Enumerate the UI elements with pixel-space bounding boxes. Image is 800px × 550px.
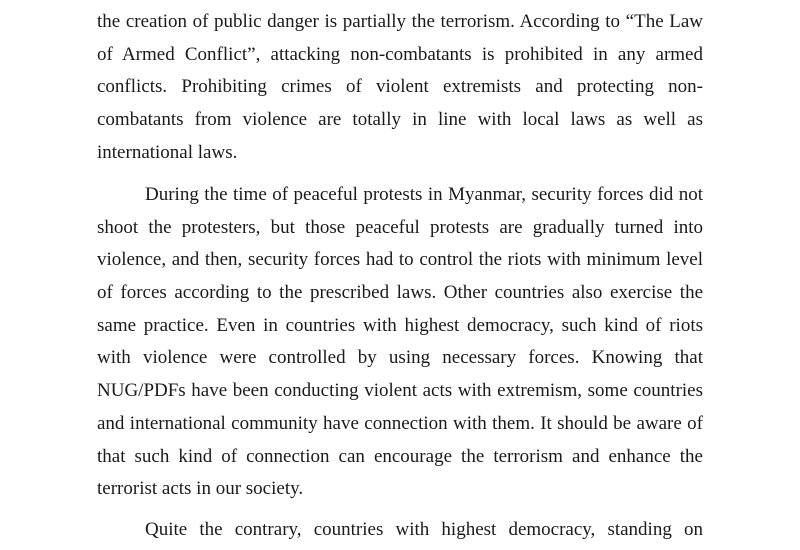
text-line: same practice. Even in countries with highest democracy, such kind of riots bbox=[97, 314, 703, 336]
text-line: that such kind of connection can encourage the terrorism and enhance the bbox=[97, 445, 703, 467]
text-line: violence, and then, security forces had to control the riots with minimum level bbox=[97, 249, 703, 271]
text-line: NUG/PDFs have been conducting violent acts with extremism, some countries bbox=[97, 380, 703, 402]
paragraph-armed-conflict bbox=[97, 6, 703, 169]
text-line: Quite the contrary, countries with highest democracy, standing on bbox=[145, 519, 703, 540]
text-line: of forces according to the prescribed laws. Other countries also exercise the bbox=[97, 282, 703, 304]
text-line: conflicts. Prohibiting crimes of violent extremists and protecting non- bbox=[97, 76, 703, 98]
text-line: of Armed Conflict”, attacking non-combatants is prohibited in any armed bbox=[97, 43, 703, 65]
text-line: and international community have connection with them. It should be aware of bbox=[97, 412, 703, 434]
text-line: shoot the protesters, but those peaceful protests are gradually turned into bbox=[97, 216, 703, 238]
text-line: with violence were controlled by using necessary forces. Knowing that bbox=[97, 347, 703, 369]
text-line: the creation of public danger is partially the terrorism. According to “The Law bbox=[97, 11, 703, 32]
text-line: international laws. bbox=[97, 141, 238, 163]
paragraph-peaceful-protests bbox=[97, 179, 703, 506]
paragraph-contrary bbox=[97, 514, 703, 547]
text-line: terrorist acts in our society. bbox=[97, 478, 304, 500]
text-line: combatants from violence are totally in line with local laws as well as bbox=[97, 109, 703, 131]
text-line: During the time of peaceful protests in Myanmar, security forces did not bbox=[145, 184, 703, 205]
